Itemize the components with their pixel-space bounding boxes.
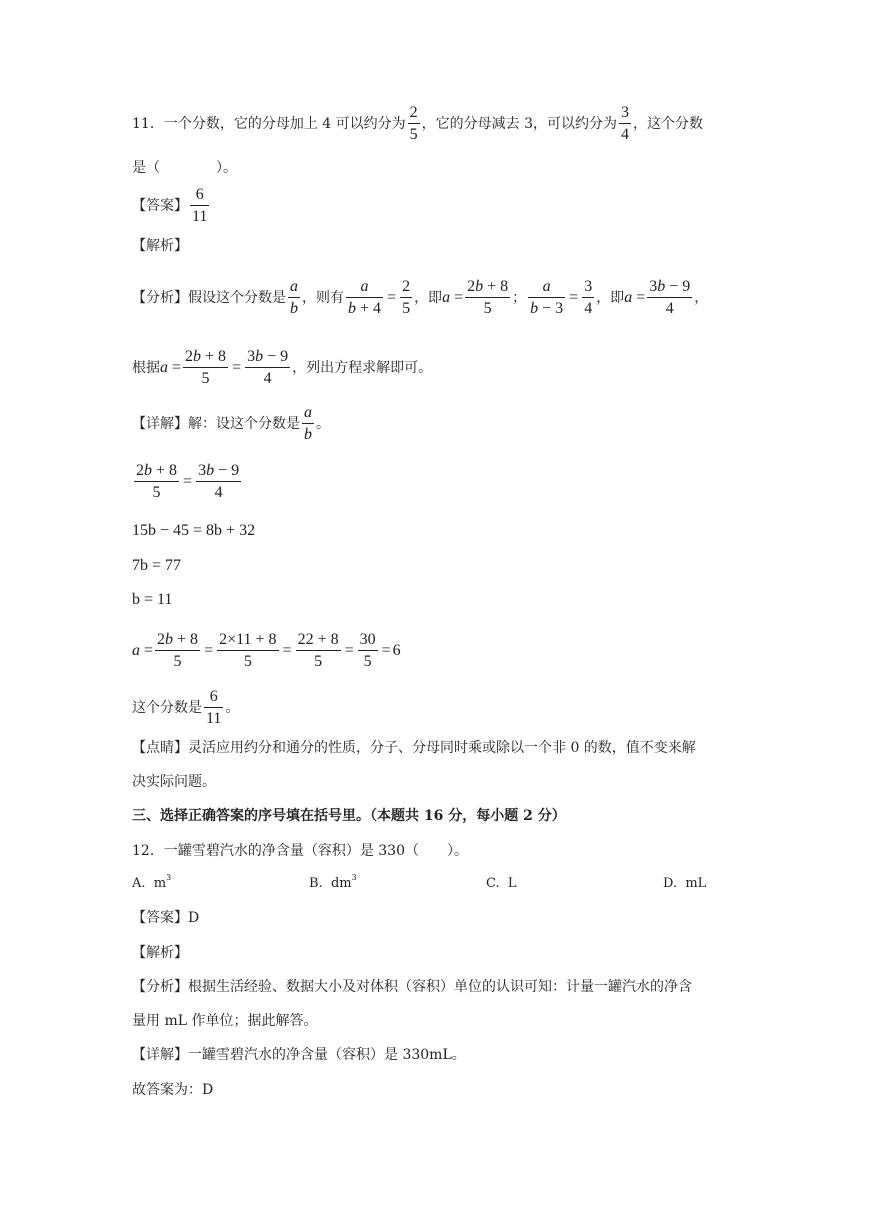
dianjing-11-line-2: 决实际问题。: [132, 774, 216, 790]
answer-11: [132, 186, 211, 226]
q11-text-part3: ，这个分数: [632, 116, 703, 132]
question-11-line-2: 是（ ）。: [132, 160, 237, 176]
analysis-label-11: 【解析】: [132, 238, 188, 254]
answer-label: 【答案】: [132, 198, 188, 214]
q11-text-part1: 11．一个分数，它的分母加上 4 可以约分为: [132, 116, 406, 132]
equation-2: 15b − 45 = 8b + 32: [132, 522, 256, 539]
fraction-two-fifths: $\frac{2}{5}$: [409, 104, 418, 143]
answer-fraction: $\frac{6}{11}$: [192, 186, 208, 225]
equation-3: 7b = 77: [132, 557, 182, 574]
equation-1: $\frac{2b + 8}{5}$ = $\frac{3b - 9}{4}$: [136, 462, 240, 501]
equation-4: b = 11: [132, 591, 173, 608]
q11-text-part2: ，它的分母减去 3，可以约分为: [421, 116, 617, 132]
answer-12: 【答案】D: [132, 910, 200, 926]
question-11-line-1: [132, 104, 703, 144]
option-c: C. L: [486, 876, 517, 891]
equation-5-result: 6: [392, 642, 401, 659]
section-3-heading: 三、选择正确答案的序号填在括号里。（本题共 16 分，每小题 2 分）: [132, 808, 566, 824]
fraction-three-quarters: $\frac{3}{4}$: [620, 104, 629, 143]
detail-11: 【详解】解：设这个分数是 $\frac{a}{b}$ 。: [132, 404, 330, 443]
option-b: B. $dm^3$: [309, 873, 357, 891]
option-a: A. $m^3$: [132, 873, 172, 891]
option-d: D. mL: [663, 876, 707, 891]
analysis-label-12: 【解析】: [132, 945, 188, 961]
dianjing-11-line-1: 【点睛】灵活应用约分和通分的性质，分子、分母同时乘或除以一个非 0 的数，值不变来解: [132, 740, 696, 756]
conclusion-11: 这个分数是 $\frac{6}{11}$ 。: [132, 688, 240, 727]
fenxi-12-line-2: 量用 mL 作单位；据此解答。: [132, 1013, 318, 1029]
fenxi-11-line-1: 【分析】假设这个分数是 $\frac{a}{b}$ ，则有 $\frac{a}{b + 4}$ = $\frac{2}{5}$ ，即a = $\frac{2b + 8}{5}$ ； $\frac{a}{b - 3}$ = $\frac{3}{4}$ ，即a = $\frac{3b - 9}{4}$ ，: [132, 278, 709, 317]
final-answer-12: 故答案为：D: [132, 1082, 214, 1098]
equation-5: a = $\frac{2b + 8}{5}$ = $\frac{2\times 11 + 8}{5}$ = $\frac{22 + 8}{5}$ = $\frac{30}{5}$ = 6: [132, 631, 401, 670]
fenxi-12-line-1: 【分析】根据生活经验、数据大小及对体积（容积）单位的认识可知：计量一罐汽水的净含: [132, 979, 692, 995]
fenxi-11-line-2: 根据a = $\frac{2b + 8}{5}$ = $\frac{3b - 9}{4}$ ，列出方程求解即可。: [132, 348, 433, 387]
detail-12: 【详解】一罐雪碧汽水的净含量（容积）是 330mL。: [132, 1047, 466, 1063]
question-12: 12．一罐雪碧汽水的净含量（容积）是 330（ ）。: [132, 843, 468, 859]
